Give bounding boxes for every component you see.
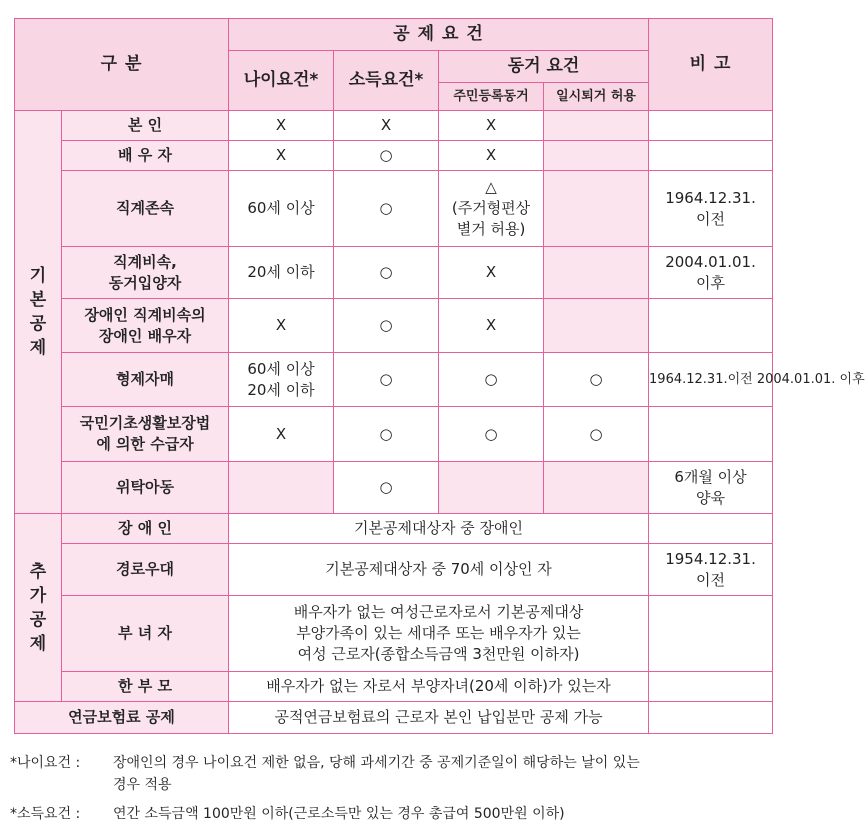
income-cell: ○	[334, 462, 439, 514]
table-row	[15, 171, 773, 247]
note-cell: 2004.01.01. 이후	[649, 247, 773, 299]
header-remarks: 비 고	[649, 19, 773, 111]
header-income-requirement: 소득요건*	[334, 51, 439, 111]
description-cell: 기본공제대상자 중 장애인	[229, 514, 649, 544]
note-cell	[649, 702, 773, 734]
deduction-requirements-table	[14, 18, 865, 734]
header-temporary-leave: 일시퇴거 허용	[544, 83, 649, 111]
row-label: 장 애 인	[62, 514, 229, 544]
description-cell: 배우자가 없는 여성근로자로서 기본공제대상 부양가족이 있는 세대주 또는 배우자가 있는 여성 근로자(종합소득금액 3천만원 이하자)	[229, 596, 649, 672]
header-resident-registration: 주민등록동거	[439, 83, 544, 111]
footnote-age-label: *나이요건 :	[10, 755, 81, 771]
age-cell: X	[229, 299, 334, 353]
age-cell: X	[229, 141, 334, 171]
table-row	[15, 247, 773, 299]
row-label-pension: 연금보험료 공제	[15, 702, 229, 734]
resident-cell: X	[439, 247, 544, 299]
temp-cell: ○	[544, 407, 649, 462]
resident-cell: ○	[439, 353, 544, 407]
table-row	[15, 407, 773, 462]
resident-cell	[439, 462, 544, 514]
row-label: 국민기초생활보장법 에 의한 수급자	[62, 407, 229, 462]
temp-cell	[544, 462, 649, 514]
age-cell: 20세 이하	[229, 247, 334, 299]
note-cell: 1954.12.31. 이전	[649, 544, 773, 596]
income-cell: ○	[334, 353, 439, 407]
table-row	[15, 353, 773, 407]
income-cell: ○	[334, 141, 439, 171]
note-cell	[649, 407, 773, 462]
resident-cell: △ (주거형편상 별거 허용)	[439, 171, 544, 247]
table-row	[15, 111, 773, 141]
temp-cell	[544, 171, 649, 247]
table-row	[15, 299, 773, 353]
footnote-age-text-cont: 경우 적용	[113, 777, 172, 793]
note-cell	[649, 672, 773, 702]
table-row	[15, 702, 773, 734]
row-label: 본 인	[62, 111, 229, 141]
footnote-income-label: *소득요건 :	[10, 806, 81, 822]
resident-cell: X	[439, 299, 544, 353]
income-cell: ○	[334, 247, 439, 299]
table-row	[15, 514, 773, 544]
footnote-age-text: 장애인의 경우 나이요건 제한 없음, 당해 과세기간 중 공제기준일이 해당하는 날이 있는	[113, 755, 640, 771]
note-cell	[649, 111, 773, 141]
age-cell: X	[229, 111, 334, 141]
footnote-income	[10, 803, 780, 825]
temp-cell	[544, 111, 649, 141]
table-row	[15, 596, 773, 672]
note-cell	[649, 596, 773, 672]
row-label: 부 녀 자	[62, 596, 229, 672]
income-cell: X	[334, 111, 439, 141]
note-cell	[649, 299, 773, 353]
description-cell: 배우자가 없는 자로서 부양자녀(20세 이하)가 있는자	[229, 672, 649, 702]
description-cell: 기본공제대상자 중 70세 이상인 자	[229, 544, 649, 596]
row-label: 직계존속	[62, 171, 229, 247]
footnote-income-text: 연간 소득금액 100만원 이하(근로소득만 있는 경우 총급여 500만원 이하)	[113, 806, 565, 822]
row-label: 직계비속, 동거입양자	[62, 247, 229, 299]
row-label: 위탁아동	[62, 462, 229, 514]
resident-cell: ○	[439, 407, 544, 462]
row-label: 형제자매	[62, 353, 229, 407]
income-cell: ○	[334, 407, 439, 462]
note-cell: 6개월 이상 양육	[649, 462, 773, 514]
note-cell: 1964.12.31. 이전	[649, 171, 773, 247]
table-row	[15, 462, 773, 514]
table-row	[15, 544, 773, 596]
description-cell: 공적연금보험료의 근로자 본인 납입분만 공제 가능	[229, 702, 649, 734]
income-cell: ○	[334, 171, 439, 247]
header-gubun: 구 분	[15, 19, 229, 111]
note-cell	[649, 141, 773, 171]
footnote-age	[10, 752, 780, 796]
header-deduction-requirements: 공 제 요 건	[229, 19, 649, 51]
header-cohabitation-requirement: 동거 요건	[439, 51, 649, 83]
age-cell	[229, 462, 334, 514]
resident-cell: X	[439, 141, 544, 171]
table-row	[15, 141, 773, 171]
row-label: 배 우 자	[62, 141, 229, 171]
age-cell: 60세 이상	[229, 171, 334, 247]
note-cell: 1964.12.31.이전 2004.01.01. 이후	[649, 353, 773, 407]
category-additional-deduction: 추 가 공 제	[15, 514, 62, 702]
temp-cell	[544, 247, 649, 299]
age-cell: X	[229, 407, 334, 462]
row-label: 한 부 모	[62, 672, 229, 702]
resident-cell: X	[439, 111, 544, 141]
note-cell	[649, 514, 773, 544]
income-cell: ○	[334, 299, 439, 353]
category-basic-deduction: 기 본 공 제	[15, 111, 62, 514]
temp-cell	[544, 299, 649, 353]
temp-cell	[544, 141, 649, 171]
header-age-requirement: 나이요건*	[229, 51, 334, 111]
row-label: 장애인 직계비속의 장애인 배우자	[62, 299, 229, 353]
age-cell: 60세 이상 20세 이하	[229, 353, 334, 407]
row-label: 경로우대	[62, 544, 229, 596]
table-row	[15, 672, 773, 702]
temp-cell: ○	[544, 353, 649, 407]
